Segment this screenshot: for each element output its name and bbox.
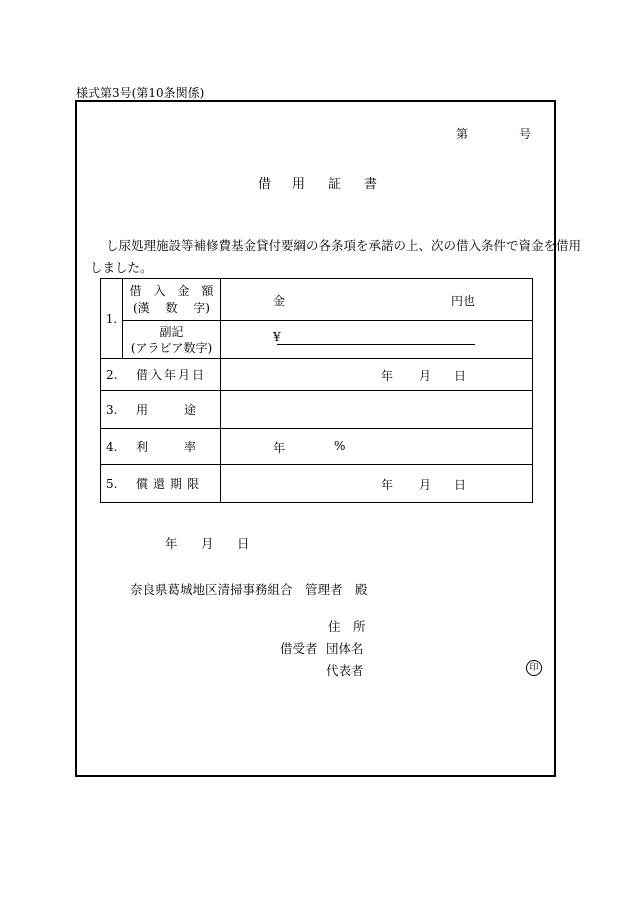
row-number-5: 5. [106,477,118,491]
label-cell-2 [101,359,221,391]
title-char-4: 書 [364,177,378,192]
yen-sign: ¥ [273,329,281,344]
addressee: 奈良県葛城地区清掃事務組合 管理者 殿 [130,582,368,597]
label-interest-rate: 利 率 [136,440,197,454]
rate-percent: % [334,438,346,453]
row-number-1: 1. [101,279,123,359]
label-purpose: 用 途 [136,403,197,417]
row-number-3: 3. [106,403,118,417]
amount-prefix: 金 [273,293,286,308]
doc-number-suffix: 号 [519,127,532,141]
amount-suffix: 円也 [451,293,476,308]
amount-label: 借 入 金 額 [129,283,214,298]
interest-rate-cell [221,429,533,465]
yen-underline [277,344,475,345]
borrower-role-label: 借受者 [280,641,318,656]
sub-label-sub: (アラビア数字) [130,340,213,355]
doc-number-prefix: 第 [456,127,469,141]
sign-date-year: 年 [165,536,178,551]
borrow-date-cell [221,359,533,391]
amount-label-sub: (漢 数 字) [133,300,210,315]
sub-label: 副記 [159,324,184,339]
label-cell-5 [101,465,221,503]
body-line-2: しました。 [90,260,153,275]
borrower-org-label: 団体名 [326,641,364,656]
repayment-day: 日 [454,477,467,492]
purpose-cell [221,391,533,429]
repayment-year: 年 [381,477,394,492]
borrower-rep-label: 代表者 [326,663,364,678]
rate-year: 年 [273,440,286,455]
sub-label-cell [123,321,221,359]
label-borrow-date: 借入年月日 [136,368,207,382]
row-number-4: 4. [106,440,118,454]
title-char-3: 証 [328,177,342,192]
borrow-date-month: 月 [419,368,432,383]
label-cell-3 [101,391,221,429]
title-char-2: 用 [292,177,306,192]
row-number-2: 2. [106,368,118,382]
loan-terms-table [100,278,533,503]
seal-mark-icon: 印 [526,660,542,676]
amount-label-cell [123,279,221,321]
yen-value-cell [221,321,533,359]
borrow-date-year: 年 [381,368,394,383]
borrow-date-day: 日 [454,368,467,383]
form-number-label: 様式第3号(第10条関係) [76,86,205,100]
sign-date-month: 月 [201,536,214,551]
label-repayment-deadline: 償還期限 [136,477,205,491]
amount-value-cell [221,279,533,321]
borrower-address-label: 住 所 [328,619,366,634]
repayment-deadline-cell [221,465,533,503]
title-char-1: 借 [258,177,272,192]
label-cell-4 [101,429,221,465]
body-line-1: し尿処理施設等補修費基金貸付要綱の各条項を承諾の上、次の借入条件で資金を借用 [106,238,582,253]
sign-date-day: 日 [237,536,250,551]
repayment-month: 月 [419,477,432,492]
